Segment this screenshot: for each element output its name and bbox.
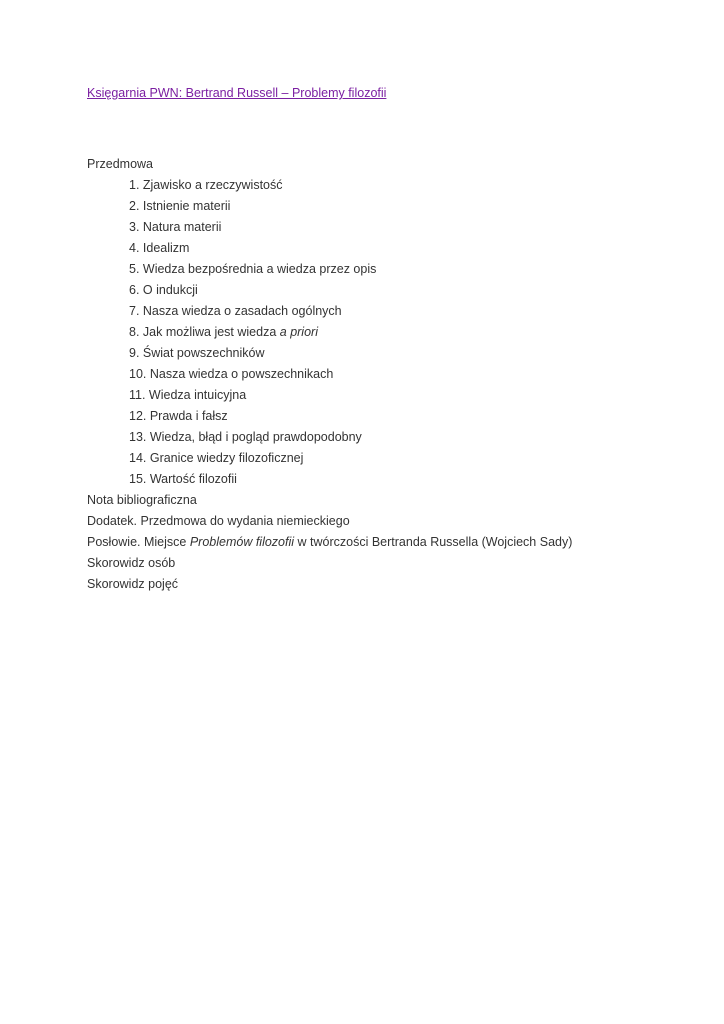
toc-chapter-11: 11. Wiedza intuicyjna: [129, 388, 247, 402]
toc-chapter-8-text: 8. Jak możliwa jest wiedza: [129, 325, 280, 339]
toc-chapter-9: 9. Świat powszechników: [129, 346, 265, 360]
bookstore-link[interactable]: Księgarnia PWN: Bertrand Russell – Problemy filozofii: [87, 86, 387, 100]
toc-chapter-8: [87, 322, 572, 343]
toc-chapter-15: 15. Wartość filozofii: [129, 472, 237, 486]
toc-afterword-prefix: Posłowie. Miejsce: [87, 535, 190, 549]
toc-note: Nota bibliograficzna: [87, 493, 197, 507]
toc-afterword-suffix: w twórczości Bertranda Russella (Wojciech Sady): [294, 535, 573, 549]
toc-chapter-8-italic: a priori: [279, 325, 318, 339]
toc-chapter-1: 1. Zjawisko a rzeczywistość: [129, 178, 283, 192]
toc-afterword: [87, 532, 572, 553]
toc-chapter-5: 5. Wiedza bezpośrednia a wiedza przez opis: [129, 262, 377, 276]
toc-preface: Przedmowa: [87, 157, 153, 171]
toc-appendix: Dodatek. Przedmowa do wydania niemieckiego: [87, 514, 350, 528]
toc-chapter-3: 3. Natura materii: [129, 220, 222, 234]
toc-chapter-13: 13. Wiedza, błąd i pogląd prawdopodobny: [129, 430, 362, 444]
toc-chapter-6: 6. O indukcji: [129, 283, 198, 297]
toc-index-people: Skorowidz osób: [87, 556, 176, 570]
toc-chapter-4: 4. Idealizm: [129, 241, 190, 255]
toc-index-concepts: Skorowidz pojęć: [87, 577, 179, 591]
toc-chapter-7: 7. Nasza wiedza o zasadach ogólnych: [129, 304, 342, 318]
toc-chapter-10: 10. Nasza wiedza o powszechnikach: [129, 367, 334, 381]
toc-afterword-italic: Problemów filozofii: [189, 535, 295, 549]
table-of-contents: [87, 154, 572, 595]
toc-chapter-2: 2. Istnienie materii: [129, 199, 231, 213]
toc-chapter-12: 12. Prawda i fałsz: [129, 409, 228, 423]
toc-chapter-14: 14. Granice wiedzy filozoficznej: [129, 451, 304, 465]
